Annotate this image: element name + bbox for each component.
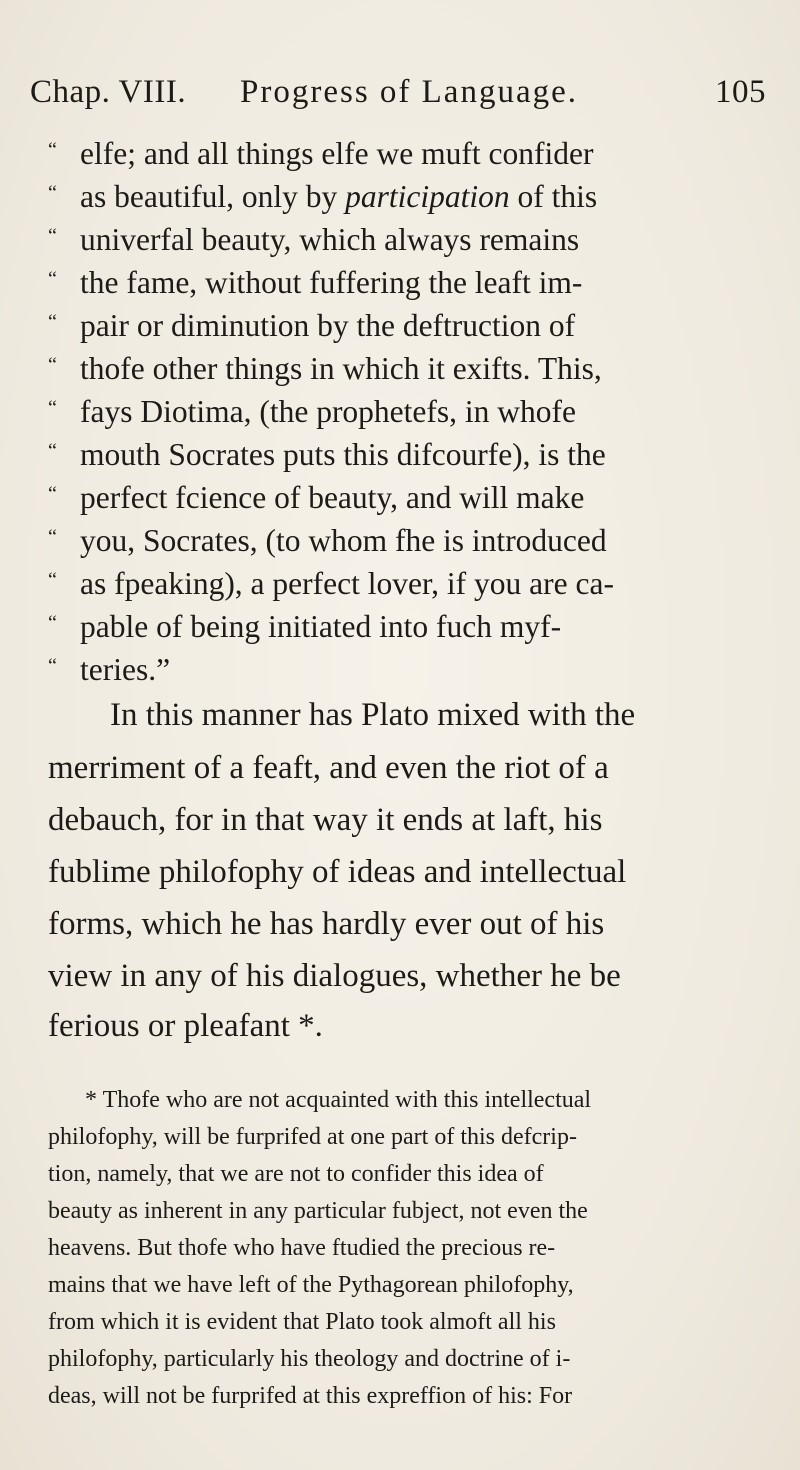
- footnote-line: mains that we have left of the Pythagorean philofophy,: [48, 1272, 574, 1298]
- quote-mark: “: [48, 225, 57, 247]
- quote-mark: “: [48, 569, 57, 591]
- footnote-line: philofophy, particularly his theology and doctrine of i-: [48, 1346, 571, 1372]
- quote-mark: “: [48, 139, 57, 161]
- footnote-line: beauty as inherent in any particular fubject, not even the: [48, 1198, 588, 1224]
- footnote-line: deas, will not be furprifed at this expreffion of his: For: [48, 1383, 573, 1409]
- footnote-line: * Thofe who are not acquainted with this intellectual: [85, 1087, 592, 1113]
- book-page: Chap. VIII. Progress of Language. 105 “ elfe; and all things elfe we muft confider “ as beautiful, only by participation of this “ univerfal beauty, which always remains “ the fame, without fuffering the leaft im- “ pair or diminution by the deftruction of “ thofe other things in which it exifts. This, “ fays Diotima, (the prophetefs, in whofe “ mouth Socrates puts this difcourfe), is the “ perfect fcience of beauty, and will make “ you, Socrates, (to whom fhe is introduced “ as fpeaking), a perfect lover, if you are ca- “ pable of being initiated into fuch myf- “ teries.” In this manner has Plato mixed with the merriment of a feaft, and even the riot of a debauch, for in that way it ends at laft, his fublime philofophy of ideas and intellectual forms, which he has hardly ever out of his view in any of his dialogues, whether he be ferious or pleafant *. * Thofe who are not acquainted with this intellectual philofophy, will be furprifed at one part of this defcrip- tion, namely, that we are not to confider this idea of beauty as inherent in any particular fubject, not even the heavens. But thofe who have ftudied the precious re- mains that we have left of the Pythagorean philofophy, from which it is evident that Plato took almoft all his philofophy, particularly his theology and doctrine of i- deas, will not be furprifed at this expreffion of his: For: [0, 0, 800, 1470]
- running-header: [30, 74, 766, 124]
- footnote-line: from which it is evident that Plato took almoft all his: [48, 1309, 556, 1335]
- quote-mark: “: [48, 268, 57, 290]
- italic-word: participation: [345, 179, 510, 214]
- paragraph-line: fublime philofophy of ideas and intellectual: [48, 854, 627, 890]
- chapter-label: Chap. VIII.: [30, 74, 187, 110]
- page-number: 105: [715, 74, 766, 110]
- paragraph-line: forms, which he has hardly ever out of his: [48, 906, 605, 942]
- paragraph-line: debauch, for in that way it ends at laft, his: [48, 802, 603, 838]
- paragraph-line: ferious or pleafant *.: [48, 1008, 323, 1044]
- paragraph-line: merriment of a feaft, and even the riot of a: [48, 750, 609, 786]
- quote-mark: “: [48, 311, 57, 333]
- paragraph-line: In this manner has Plato mixed with the: [110, 697, 636, 733]
- paragraph-line: view in any of his dialogues, whether he be: [48, 958, 621, 994]
- quote-mark: “: [48, 440, 57, 462]
- running-title: Progress of Language.: [240, 74, 579, 110]
- quote-mark: “: [48, 655, 57, 677]
- footnote-line: heavens. But thofe who have ftudied the precious re-: [48, 1235, 556, 1261]
- footnote-line: tion, namely, that we are not to confider this idea of: [48, 1161, 544, 1187]
- quote-mark: “: [48, 354, 57, 376]
- quote-mark: “: [48, 612, 57, 634]
- quote-mark: “: [48, 182, 57, 204]
- quote-mark: “: [48, 397, 57, 419]
- footnote-line: philofophy, will be furprifed at one part of this defcrip-: [48, 1124, 577, 1150]
- quote-mark: “: [48, 483, 57, 505]
- quote-mark: “: [48, 526, 57, 548]
